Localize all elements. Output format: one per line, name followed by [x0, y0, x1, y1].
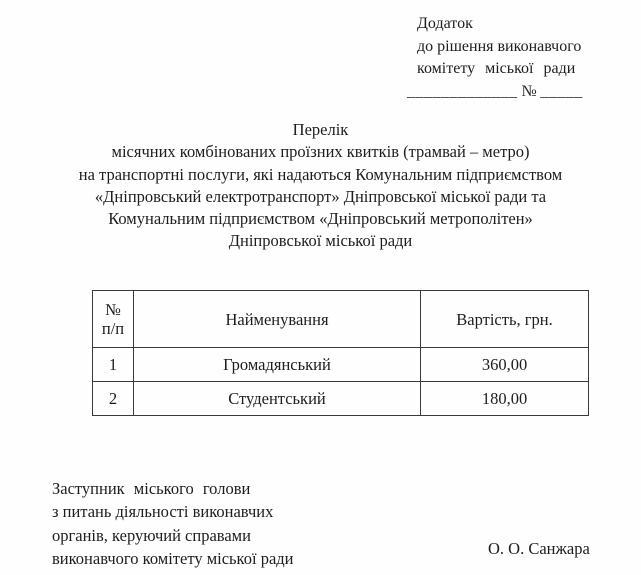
title-line-5: Комунальним підприємством «Дніпровський метрополітен» [108, 209, 533, 229]
table-header-name: Найменування [134, 291, 421, 348]
table-header-price: Вартість, грн. [421, 291, 589, 348]
table-header-row [93, 291, 589, 348]
title-line-1: Перелік [292, 120, 349, 139]
signature-line-2: з питань діяльності виконавчих [52, 502, 274, 522]
table-cell-num: 1 [93, 348, 134, 382]
signatory-name: О. О. Санжара [488, 539, 590, 558]
annex-line-3: комітету міської ради [417, 60, 576, 77]
table-row [93, 348, 589, 382]
table-cell-price: 180,00 [421, 382, 589, 416]
title-line-4: «Дніпровський електротранспорт» Дніпровської міської ради та [94, 186, 547, 206]
annex-number-line [407, 81, 597, 104]
blank-line-long: _____________ [407, 82, 518, 100]
title-line-6: Дніпровської міської ради [228, 231, 413, 251]
title-line-2: місячних комбінованих проїзних квитків (трамвай – метро) [111, 142, 530, 162]
table-cell-price: 360,00 [421, 348, 589, 382]
table-header-num-line2: п/п [101, 319, 125, 338]
signature-title-block [52, 477, 294, 570]
table-row [93, 382, 589, 416]
table-header-num [93, 291, 134, 348]
table-cell-name: Студентський [134, 382, 421, 416]
annex-line-2: до рішення виконавчого [417, 37, 582, 55]
price-table [92, 290, 589, 416]
signature-line-3: органів, керуючий справами [52, 525, 251, 545]
annex-reference-block [407, 13, 597, 103]
document-title [0, 119, 641, 253]
signature-line-4: виконавчого комітету міської ради [52, 548, 294, 568]
table-cell-name: Громадянський [134, 348, 421, 382]
blank-line-short: _____ [540, 82, 583, 100]
number-sign: № [521, 82, 538, 100]
signature-line-1: Заступник міського голови [52, 479, 251, 498]
title-line-3: на транспортні послуги, які надаються Комунальним підприємством [78, 164, 563, 184]
table-header-num-line1: № [105, 300, 121, 319]
annex-line-1: Додаток [417, 15, 473, 32]
table-cell-num: 2 [93, 382, 134, 416]
